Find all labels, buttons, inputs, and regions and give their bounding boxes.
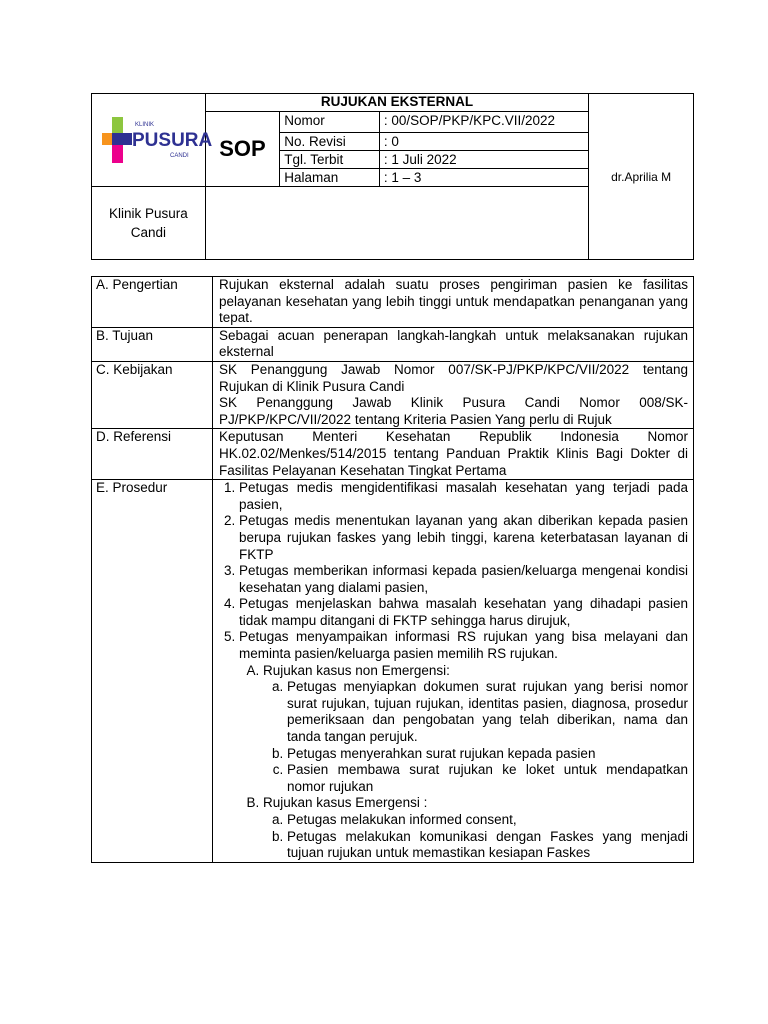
sop-content-table xyxy=(91,276,694,863)
subsection-title: Rujukan kasus Emergensi : xyxy=(263,795,428,811)
section-label: E. Prosedur xyxy=(92,480,213,863)
logo-sub-text: CANDI xyxy=(170,153,190,159)
section-label: D. Referensi xyxy=(92,429,213,480)
row-referensi xyxy=(92,429,694,480)
meta-key: No. Revisi xyxy=(280,133,380,151)
logo-small-text: KLINIK xyxy=(135,122,155,128)
clinic-name-cell xyxy=(92,187,206,260)
clinic-logo xyxy=(102,114,213,166)
subsection-items xyxy=(263,812,688,862)
subsection-item: c. Pasien membawa surat rujukan ke loket untuk mendapatkan nomor rujukan xyxy=(287,762,688,795)
section-label: C. Kebijakan xyxy=(92,361,213,428)
procedure-subsections xyxy=(239,663,688,862)
subsection-item: b. Petugas melakukan komunikasi dengan Faskes yang menjadi tujuan rujukan untuk memastikan kesiapan Faskes xyxy=(287,829,688,862)
row-kebijakan xyxy=(92,361,694,428)
procedure-step-text: Petugas menyampaikan informasi RS rujukan yang bisa melayani dan meminta pasien/keluarga pasien memilih RS rujukan. xyxy=(239,629,688,662)
kebijakan-content xyxy=(213,361,694,428)
section-text: Rujukan eksternal adalah suatu proses pengiriman pasien ke fasilitas pelayanan kesehatan yang lebih tinggi untuk mendapatkan penanganan yang tepat. xyxy=(213,277,694,328)
pusura-cross-icon xyxy=(102,114,213,166)
procedure-steps xyxy=(219,480,688,862)
meta-value: : 1 – 3 xyxy=(379,169,588,187)
procedure-step: 3. Petugas memberikan informasi kepada pasien/keluarga mengenai kondisi kesehatan yang dialami pasien, xyxy=(239,563,688,596)
row-prosedur xyxy=(92,480,694,863)
signature-name: dr.Aprilia M xyxy=(611,169,672,184)
procedure-step xyxy=(239,629,688,861)
subsection-item: b. Petugas menyerahkan surat rujukan kepada pasien xyxy=(287,746,688,763)
section-label: A. Pengertian xyxy=(92,277,213,328)
procedure-step: 1. Petugas medis mengidentifikasi masalah kesehatan yang terjadi pada pasien, xyxy=(239,480,688,513)
subsection-item: a. Petugas melakukan informed consent, xyxy=(287,812,688,829)
sop-header-table xyxy=(91,93,694,260)
logo-brand-text: PUSURA xyxy=(132,130,213,151)
meta-value: : 0 xyxy=(379,133,588,151)
subsection xyxy=(263,795,688,861)
subsection-items xyxy=(263,679,688,795)
logo-cell xyxy=(92,94,213,187)
subsection-title: Rujukan kasus non Emergensi: xyxy=(263,662,450,678)
subsection xyxy=(263,663,688,796)
meta-value: : 00/SOP/PKP/KPC.VII/2022 xyxy=(379,112,588,133)
row-pengertian xyxy=(92,277,694,328)
kebijakan-item: SK Penanggung Jawab Nomor 007/SK-PJ/PKP/KPC/VII/2022 tentang Rujukan di Klinik Pusura Candi xyxy=(219,361,688,394)
section-label: B. Tujuan xyxy=(92,327,213,361)
procedure-step: 2. Petugas medis menentukan layanan yang akan diberikan kepada pasien berupa rujukan faskes yang lebih tinggi, karena keterbatasan layanan di FKTP xyxy=(239,513,688,563)
meta-key: Halaman xyxy=(280,169,380,187)
kebijakan-item: SK Penanggung Jawab Klinik Pusura Candi Nomor 008/SK-PJ/PKP/KPC/VII/2022 tentang Kriteria Pasien Yang perlu di Rujuk xyxy=(219,395,688,427)
prosedur-content xyxy=(213,480,694,863)
meta-key: Nomor xyxy=(280,112,380,133)
meta-value: : 1 Juli 2022 xyxy=(379,151,588,169)
doc-title: RUJUKAN EKSTERNAL xyxy=(205,94,589,112)
procedure-step: 4. Petugas menjelaskan bahwa masalah kesehatan yang dihadapi pasien tidak mampu ditangani di FKTP sehingga harus dirujuk, xyxy=(239,596,688,629)
signature-cell xyxy=(589,94,694,260)
row-tujuan xyxy=(92,327,694,361)
clinic-name: Klinik Pusura Candi xyxy=(108,206,188,240)
subsection-item: a. Petugas menyiapkan dokumen surat rujukan yang berisi nomor surat rujukan, tujuan rujukan, identitas pasien, diagnosa, prosedur pemeriksaan dan pengobatan yang telah diberikan, nama dan tanda tangan perujuk. xyxy=(287,679,688,745)
section-text: Sebagai acuan penerapan langkah-langkah untuk melaksanakan rujukan eksternal xyxy=(213,327,694,361)
header-blank-cell xyxy=(205,187,589,260)
meta-key: Tgl. Terbit xyxy=(280,151,380,169)
section-text: Keputusan Menteri Kesehatan Republik Indonesia Nomor HK.02.02/Menkes/514/2015 tentang Panduan Praktik Klinis Bagi Dokter di Fasilitas Pelayanan Kesehatan Tingkat Pertama xyxy=(213,429,694,480)
sop-label: SOP xyxy=(205,112,279,187)
